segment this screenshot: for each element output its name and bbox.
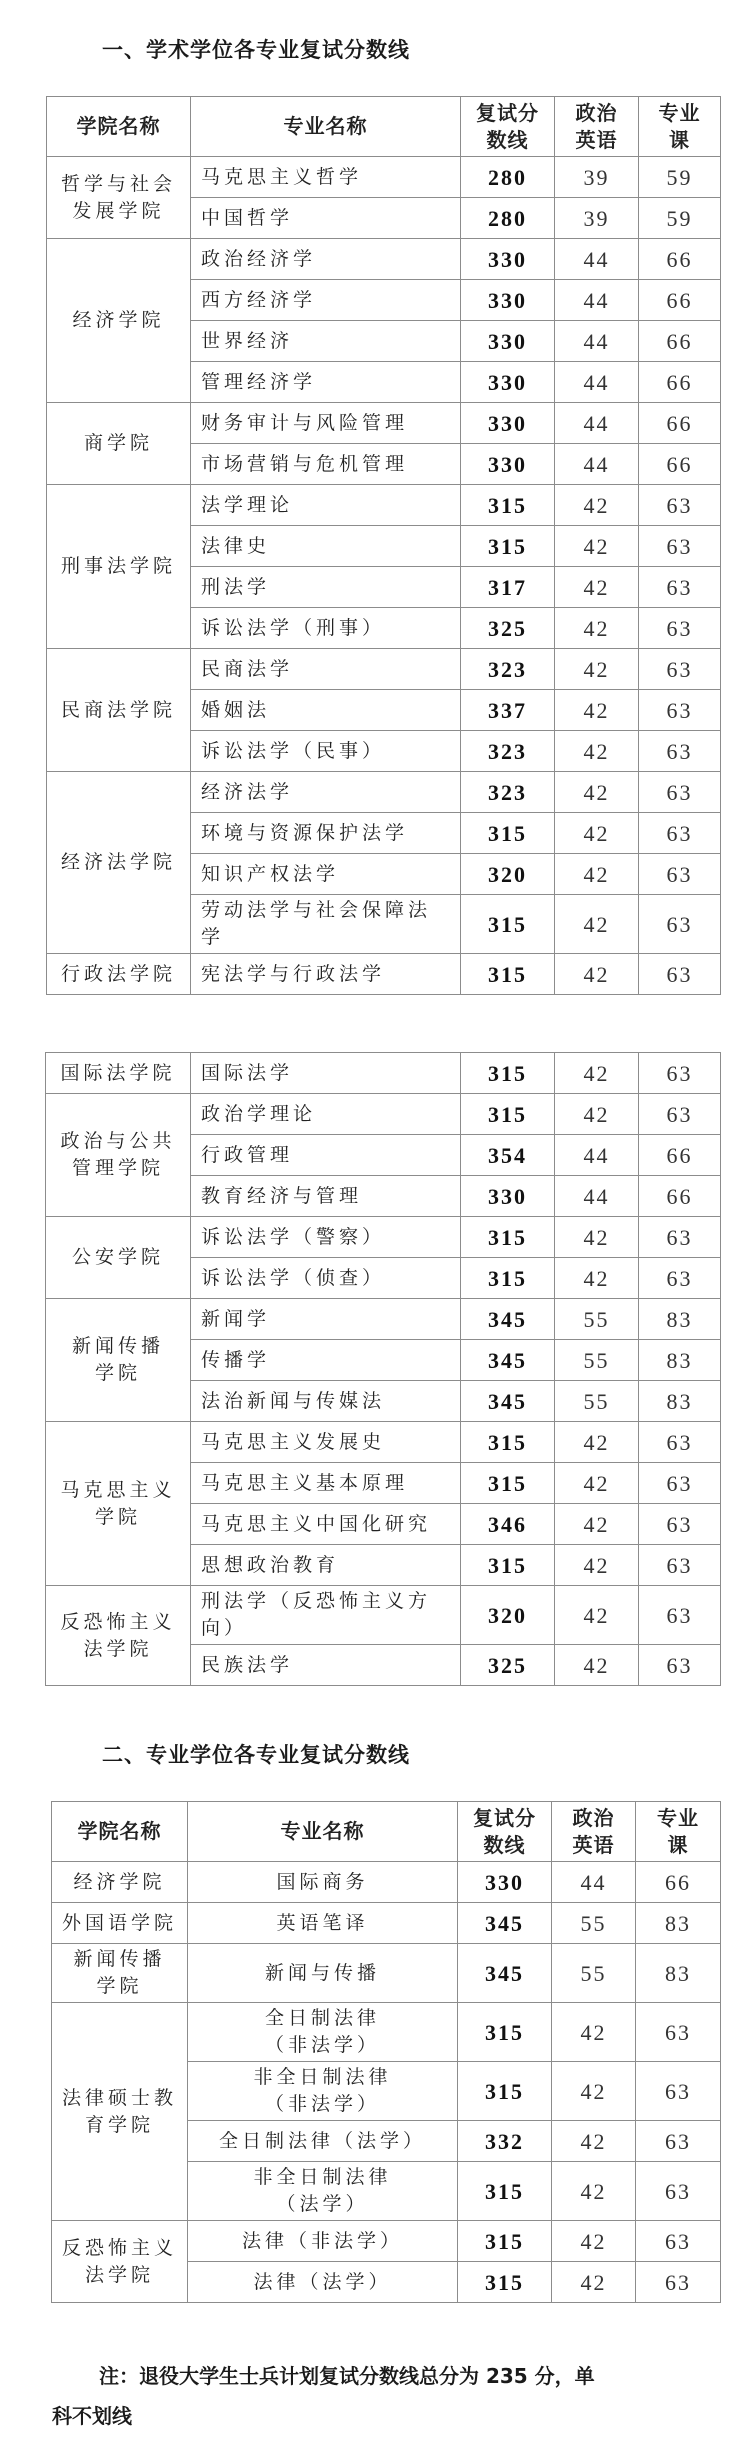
major-name-cell: 西方经济学 <box>191 280 461 321</box>
politics-english-score-cell: 55 <box>555 1340 639 1381</box>
total-score-cell: 315 <box>461 954 555 995</box>
politics-english-score-cell: 44 <box>555 321 639 362</box>
major-course-score-cell: 63 <box>639 954 721 995</box>
college-name-cell: 外国语学院 <box>52 1903 188 1944</box>
college-name-cell: 马克思主义 学院 <box>46 1422 191 1586</box>
major-course-score-cell: 63 <box>636 2003 721 2062</box>
politics-english-score-cell: 42 <box>555 1053 639 1094</box>
total-score-cell: 330 <box>461 444 555 485</box>
major-course-score-cell: 63 <box>639 1586 721 1645</box>
header-college: 学院名称 <box>52 1802 188 1862</box>
total-score-cell: 330 <box>458 1862 552 1903</box>
college-name-cell: 行政法学院 <box>47 954 191 995</box>
total-score-cell: 345 <box>458 1944 552 2003</box>
major-name-cell: 马克思主义基本原理 <box>191 1463 461 1504</box>
total-score-cell: 315 <box>461 1217 555 1258</box>
major-course-score-cell: 63 <box>636 2262 721 2303</box>
table-row <box>52 1862 721 1903</box>
major-name-cell: 中国哲学 <box>191 198 461 239</box>
politics-english-score-cell: 42 <box>555 690 639 731</box>
major-name-cell: 刑法学（反恐怖主义方 向） <box>191 1586 461 1645</box>
total-score-cell: 315 <box>461 1545 555 1586</box>
major-course-score-cell: 63 <box>636 2221 721 2262</box>
major-course-score-cell: 83 <box>639 1381 721 1422</box>
header-major-course: 专业 课 <box>636 1802 721 1862</box>
header-college: 学院名称 <box>47 97 191 157</box>
major-course-score-cell: 83 <box>639 1299 721 1340</box>
major-course-score-cell: 63 <box>639 567 721 608</box>
major-name-cell: 民商法学 <box>191 649 461 690</box>
major-course-score-cell: 63 <box>636 2062 721 2121</box>
major-name-cell: 思想政治教育 <box>191 1545 461 1586</box>
major-name-cell: 全日制法律（法学） <box>188 2121 458 2162</box>
major-course-score-cell: 66 <box>639 444 721 485</box>
major-name-cell: 管理经济学 <box>191 362 461 403</box>
college-name-cell: 新闻传播 学院 <box>46 1299 191 1422</box>
total-score-cell: 280 <box>461 198 555 239</box>
major-course-score-cell: 63 <box>639 649 721 690</box>
table-row <box>47 649 721 690</box>
major-name-cell: 全日制法律 （非法学） <box>188 2003 458 2062</box>
major-course-score-cell: 63 <box>639 854 721 895</box>
major-course-score-cell: 63 <box>639 690 721 731</box>
politics-english-score-cell: 42 <box>555 1586 639 1645</box>
table-row <box>52 1944 721 2003</box>
major-name-cell: 法学理论 <box>191 485 461 526</box>
politics-english-score-cell: 42 <box>555 1545 639 1586</box>
politics-english-score-cell: 55 <box>552 1903 636 1944</box>
major-name-cell: 诉讼法学（警察） <box>191 1217 461 1258</box>
table-row <box>47 403 721 444</box>
major-course-score-cell: 66 <box>639 362 721 403</box>
politics-english-score-cell: 42 <box>555 526 639 567</box>
header-major-course: 专业 课 <box>639 97 721 157</box>
table-row <box>47 954 721 995</box>
table-row <box>46 1094 721 1135</box>
major-course-score-cell: 66 <box>636 1862 721 1903</box>
politics-english-score-cell: 42 <box>555 854 639 895</box>
politics-english-score-cell: 44 <box>555 1135 639 1176</box>
major-name-cell: 世界经济 <box>191 321 461 362</box>
college-name-cell: 国际法学院 <box>46 1053 191 1094</box>
major-name-cell: 教育经济与管理 <box>191 1176 461 1217</box>
major-name-cell: 传播学 <box>191 1340 461 1381</box>
major-name-cell: 马克思主义哲学 <box>191 157 461 198</box>
major-course-score-cell: 59 <box>639 198 721 239</box>
total-score-cell: 315 <box>461 1422 555 1463</box>
major-course-score-cell: 63 <box>639 526 721 567</box>
major-name-cell: 劳动法学与社会保障法 学 <box>191 895 461 954</box>
politics-english-score-cell: 42 <box>552 2262 636 2303</box>
major-course-score-cell: 63 <box>639 772 721 813</box>
total-score-cell: 315 <box>461 1053 555 1094</box>
college-name-cell: 哲学与社会 发展学院 <box>47 157 191 239</box>
politics-english-score-cell: 42 <box>552 2162 636 2221</box>
total-score-cell: 315 <box>458 2221 552 2262</box>
major-course-score-cell: 83 <box>636 1903 721 1944</box>
header-politics-english: 政治 英语 <box>555 97 639 157</box>
politics-english-score-cell: 42 <box>552 2062 636 2121</box>
politics-english-score-cell: 42 <box>555 1422 639 1463</box>
major-name-cell: 新闻学 <box>191 1299 461 1340</box>
total-score-cell: 345 <box>461 1340 555 1381</box>
table-row <box>47 157 721 198</box>
major-course-score-cell: 83 <box>639 1340 721 1381</box>
section-2-title: 二、专业学位各专业复试分数线 <box>102 1743 410 1767</box>
politics-english-score-cell: 44 <box>552 1862 636 1903</box>
major-name-cell: 民族法学 <box>191 1645 461 1686</box>
major-name-cell: 新闻与传播 <box>188 1944 458 2003</box>
politics-english-score-cell: 42 <box>555 1094 639 1135</box>
total-score-cell: 330 <box>461 403 555 444</box>
total-score-cell: 323 <box>461 731 555 772</box>
total-score-cell: 330 <box>461 1176 555 1217</box>
footnote-line-2: 科不划线 <box>52 2404 132 2428</box>
total-score-cell: 315 <box>461 485 555 526</box>
major-course-score-cell: 63 <box>639 1545 721 1586</box>
major-name-cell: 宪法学与行政法学 <box>191 954 461 995</box>
header-politics-english: 政治 英语 <box>552 1802 636 1862</box>
politics-english-score-cell: 42 <box>555 485 639 526</box>
college-name-cell: 反恐怖主义 法学院 <box>46 1586 191 1686</box>
politics-english-score-cell: 44 <box>555 1176 639 1217</box>
total-score-cell: 320 <box>461 1586 555 1645</box>
total-score-cell: 345 <box>461 1299 555 1340</box>
header-total-score: 复试分 数线 <box>458 1802 552 1862</box>
major-course-score-cell: 63 <box>639 895 721 954</box>
major-name-cell: 行政管理 <box>191 1135 461 1176</box>
major-course-score-cell: 66 <box>639 1135 721 1176</box>
major-course-score-cell: 66 <box>639 239 721 280</box>
total-score-cell: 330 <box>461 362 555 403</box>
total-score-cell: 345 <box>461 1381 555 1422</box>
major-name-cell: 环境与资源保护法学 <box>191 813 461 854</box>
major-course-score-cell: 59 <box>639 157 721 198</box>
total-score-cell: 330 <box>461 239 555 280</box>
politics-english-score-cell: 44 <box>555 403 639 444</box>
table-row <box>52 1903 721 1944</box>
college-name-cell: 经济法学院 <box>47 772 191 954</box>
total-score-cell: 315 <box>461 526 555 567</box>
politics-english-score-cell: 42 <box>555 813 639 854</box>
total-score-cell: 280 <box>461 157 555 198</box>
college-name-cell: 政治与公共 管理学院 <box>46 1094 191 1217</box>
college-name-cell: 法律硕士教 育学院 <box>52 2003 188 2221</box>
table-row <box>46 1053 721 1094</box>
major-course-score-cell: 63 <box>639 1258 721 1299</box>
total-score-cell: 345 <box>458 1903 552 1944</box>
total-score-cell: 323 <box>461 649 555 690</box>
major-name-cell: 经济法学 <box>191 772 461 813</box>
table-row <box>52 2003 721 2062</box>
major-course-score-cell: 66 <box>639 280 721 321</box>
major-name-cell: 财务审计与风险管理 <box>191 403 461 444</box>
major-name-cell: 国际法学 <box>191 1053 461 1094</box>
major-course-score-cell: 66 <box>639 403 721 444</box>
total-score-cell: 315 <box>458 2162 552 2221</box>
politics-english-score-cell: 42 <box>555 1217 639 1258</box>
section-1-title: 一、学术学位各专业复试分数线 <box>102 38 410 62</box>
total-score-cell: 325 <box>461 1645 555 1686</box>
major-name-cell: 政治学理论 <box>191 1094 461 1135</box>
header-row <box>52 1802 721 1862</box>
major-course-score-cell: 63 <box>639 1422 721 1463</box>
academic-degree-score-table-continued <box>45 1052 721 1686</box>
politics-english-score-cell: 42 <box>552 2221 636 2262</box>
major-name-cell: 刑法学 <box>191 567 461 608</box>
total-score-cell: 354 <box>461 1135 555 1176</box>
politics-english-score-cell: 42 <box>555 895 639 954</box>
major-name-cell: 国际商务 <box>188 1862 458 1903</box>
college-name-cell: 经济学院 <box>52 1862 188 1903</box>
header-major: 专业名称 <box>188 1802 458 1862</box>
total-score-cell: 315 <box>461 895 555 954</box>
politics-english-score-cell: 44 <box>555 444 639 485</box>
major-course-score-cell: 63 <box>636 2121 721 2162</box>
major-course-score-cell: 63 <box>639 1463 721 1504</box>
major-course-score-cell: 83 <box>636 1944 721 2003</box>
politics-english-score-cell: 44 <box>555 362 639 403</box>
politics-english-score-cell: 42 <box>555 954 639 995</box>
header-major: 专业名称 <box>191 97 461 157</box>
table-row <box>47 239 721 280</box>
footnote-line-1: 注：退役大学生士兵计划复试分数线总分为 235 分，单 <box>99 2364 595 2388</box>
politics-english-score-cell: 42 <box>555 649 639 690</box>
college-name-cell: 民商法学院 <box>47 649 191 772</box>
politics-english-score-cell: 42 <box>555 1645 639 1686</box>
politics-english-score-cell: 55 <box>555 1381 639 1422</box>
total-score-cell: 332 <box>458 2121 552 2162</box>
college-name-cell: 商学院 <box>47 403 191 485</box>
major-name-cell: 诉讼法学（侦查） <box>191 1258 461 1299</box>
major-course-score-cell: 63 <box>639 1094 721 1135</box>
major-name-cell: 婚姻法 <box>191 690 461 731</box>
total-score-cell: 325 <box>461 608 555 649</box>
politics-english-score-cell: 42 <box>552 2121 636 2162</box>
major-course-score-cell: 66 <box>639 321 721 362</box>
major-course-score-cell: 63 <box>639 1504 721 1545</box>
major-course-score-cell: 63 <box>639 813 721 854</box>
major-course-score-cell: 63 <box>639 1645 721 1686</box>
major-name-cell: 知识产权法学 <box>191 854 461 895</box>
major-name-cell: 诉讼法学（民事） <box>191 731 461 772</box>
major-name-cell: 非全日制法律 （法学） <box>188 2162 458 2221</box>
major-name-cell: 法律（法学） <box>188 2262 458 2303</box>
politics-english-score-cell: 42 <box>555 731 639 772</box>
politics-english-score-cell: 44 <box>555 280 639 321</box>
major-name-cell: 政治经济学 <box>191 239 461 280</box>
total-score-cell: 330 <box>461 321 555 362</box>
academic-degree-score-table <box>46 96 721 995</box>
major-name-cell: 马克思主义发展史 <box>191 1422 461 1463</box>
total-score-cell: 315 <box>461 813 555 854</box>
major-name-cell: 法律（非法学） <box>188 2221 458 2262</box>
college-name-cell: 经济学院 <box>47 239 191 403</box>
total-score-cell: 323 <box>461 772 555 813</box>
college-name-cell: 反恐怖主义 法学院 <box>52 2221 188 2303</box>
major-name-cell: 英语笔译 <box>188 1903 458 1944</box>
major-name-cell: 法治新闻与传媒法 <box>191 1381 461 1422</box>
politics-english-score-cell: 39 <box>555 157 639 198</box>
total-score-cell: 315 <box>458 2003 552 2062</box>
politics-english-score-cell: 55 <box>552 1944 636 2003</box>
politics-english-score-cell: 39 <box>555 198 639 239</box>
total-score-cell: 337 <box>461 690 555 731</box>
major-name-cell: 非全日制法律 （非法学） <box>188 2062 458 2121</box>
total-score-cell: 315 <box>458 2062 552 2121</box>
major-course-score-cell: 63 <box>639 608 721 649</box>
major-course-score-cell: 63 <box>639 1053 721 1094</box>
professional-degree-score-table <box>51 1801 721 2303</box>
politics-english-score-cell: 42 <box>555 1504 639 1545</box>
major-course-score-cell: 63 <box>639 731 721 772</box>
total-score-cell: 320 <box>461 854 555 895</box>
politics-english-score-cell: 42 <box>555 567 639 608</box>
total-score-cell: 315 <box>461 1463 555 1504</box>
table-row <box>46 1422 721 1463</box>
major-course-score-cell: 63 <box>639 1217 721 1258</box>
major-name-cell: 诉讼法学（刑事） <box>191 608 461 649</box>
table-row <box>46 1299 721 1340</box>
politics-english-score-cell: 42 <box>555 1258 639 1299</box>
total-score-cell: 317 <box>461 567 555 608</box>
major-name-cell: 市场营销与危机管理 <box>191 444 461 485</box>
politics-english-score-cell: 55 <box>555 1299 639 1340</box>
major-name-cell: 马克思主义中国化研究 <box>191 1504 461 1545</box>
politics-english-score-cell: 42 <box>552 2003 636 2062</box>
college-name-cell: 刑事法学院 <box>47 485 191 649</box>
header-row <box>47 97 721 157</box>
total-score-cell: 315 <box>461 1258 555 1299</box>
total-score-cell: 315 <box>461 1094 555 1135</box>
total-score-cell: 346 <box>461 1504 555 1545</box>
major-course-score-cell: 66 <box>639 1176 721 1217</box>
header-total-score: 复试分 数线 <box>461 97 555 157</box>
college-name-cell: 新闻传播 学院 <box>52 1944 188 2003</box>
college-name-cell: 公安学院 <box>46 1217 191 1299</box>
major-name-cell: 法律史 <box>191 526 461 567</box>
table-row <box>46 1586 721 1645</box>
politics-english-score-cell: 42 <box>555 608 639 649</box>
table-row <box>46 1217 721 1258</box>
politics-english-score-cell: 44 <box>555 239 639 280</box>
table-row <box>47 772 721 813</box>
major-course-score-cell: 63 <box>636 2162 721 2221</box>
major-course-score-cell: 63 <box>639 485 721 526</box>
total-score-cell: 315 <box>458 2262 552 2303</box>
politics-english-score-cell: 42 <box>555 772 639 813</box>
table-row <box>47 485 721 526</box>
politics-english-score-cell: 42 <box>555 1463 639 1504</box>
total-score-cell: 330 <box>461 280 555 321</box>
table-row <box>52 2221 721 2262</box>
